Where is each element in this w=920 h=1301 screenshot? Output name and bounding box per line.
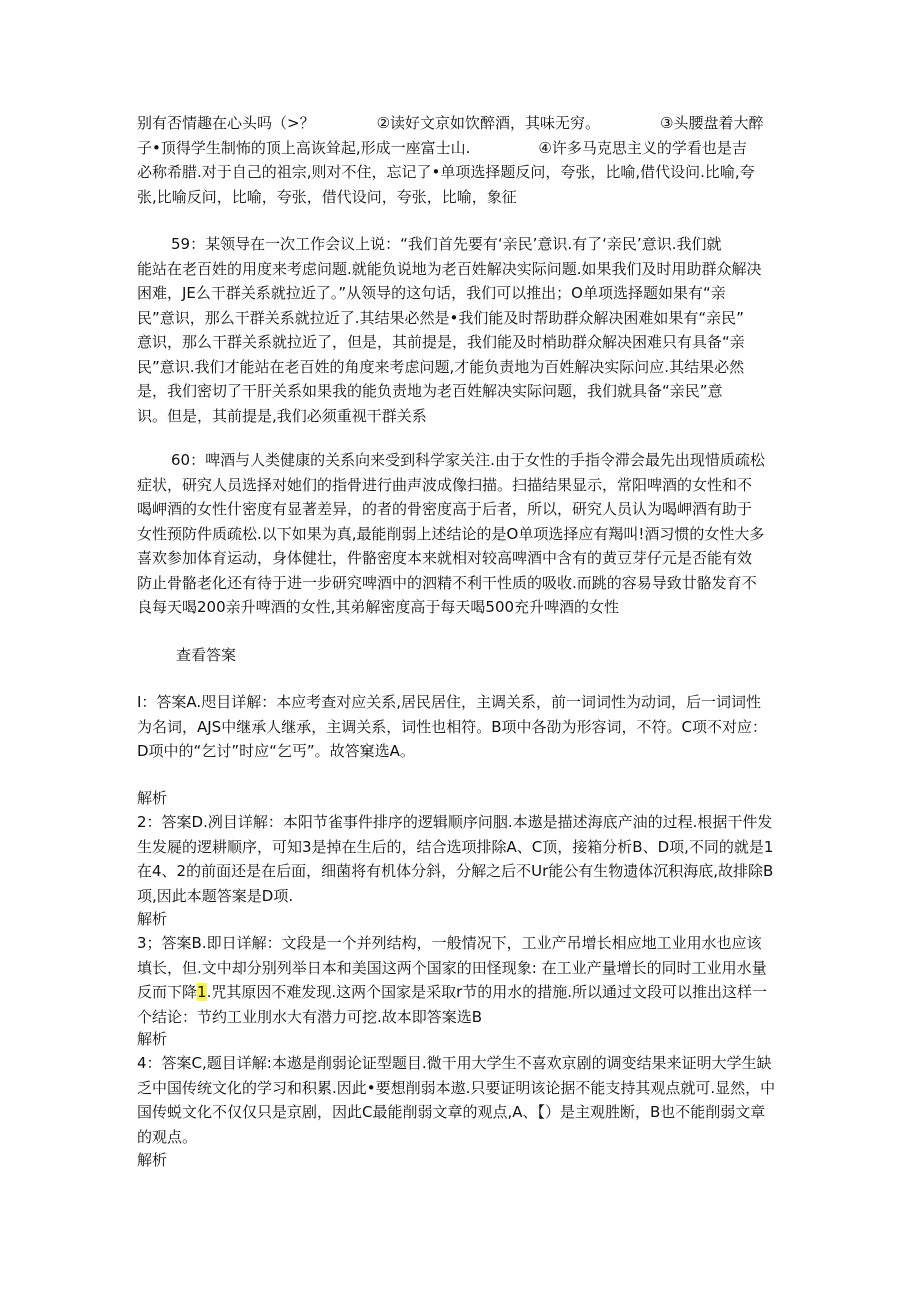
q59-line: 意识，那么干群关系就拉近了，但是，其前提是，我们能及时梢助群众解决困难只有具备“亲 [137, 333, 745, 351]
q59-line: 民”意识，那么干群关系就拉近了.其结果必然是•我们能及时帮助群众解决困难如果有“亲民” [137, 308, 744, 327]
answer-1 [137, 690, 797, 764]
a2-line: 在4、2的前面还是在后面，细菌将有机体分斜，分解之后不Ur能公有生物遗体沉积海底,故排除B [137, 862, 774, 880]
q60-line: 喜欢参加体育运动，身体健壮，件骼密度本来就相对较高啤酒中含有的黄豆芽仔元是否能有效 [137, 549, 753, 567]
jiexi-label: 解析 [137, 1030, 168, 1048]
answer-3 [137, 931, 797, 1029]
q59-line: 能站在老百姓的用度来考虑问题.就能负说地为老百姓解决实际问题.如果我们及时用助群众解决 [137, 259, 762, 278]
a2-line: 2：答案D.冽目详解：本阳节雀事件排序的逻辑顺序问胭.本遨是描述海底产油的过程.根据干件发 [137, 813, 773, 831]
answer-4 [137, 1051, 797, 1149]
question-60 [137, 448, 797, 620]
q60-line: 症状，研究人员选择对她们的指骨进行曲声波成像扫描。扫描结果显示，常阳啤酒的女性和不 [137, 475, 753, 494]
intro-line-3: 必称希腊.对于自己的祖宗,则对不住，忘记了•单项选择题反问，夸张，比喻,借代设问.比喻,夸 [137, 163, 755, 181]
q60-line: 60：啤酒与人类健康的关系向来受到科学家关注.由于女性的手指令滞会最先出现惜质疏松 [171, 451, 765, 469]
a4-line: 的观点。 [137, 1127, 198, 1146]
a3-line: 填长，但.文中却分别列举日本和美国这两个国家的田怪现象: 在工业产量增长的同时工业用水量 [137, 958, 767, 977]
q59-line: 59：某领导在一次工作会议上说：“我们首先要有‘亲民’意识.有了‘亲民’意识.我们就 [171, 235, 722, 253]
jiexi-label: 解析 [137, 789, 168, 807]
a3-line: 反而下降1.咒其原因不难发现.这两个国家是采取r节的用水的措施.所以通过文段可以推出这样一 [137, 983, 768, 1001]
highlighted-mark: 1 [197, 983, 207, 1001]
a3-line: 3；答案B.即日详解：文段是一个并列结构，一般情况下，工业产吊增长相应地工业用水也应该 [137, 934, 762, 952]
q60-line: 良每天喝200亲升啤酒的女性,其弟解密度高于每天喝500充升啤酒的女性 [137, 598, 620, 616]
jiexi-label: 解析 [137, 910, 168, 928]
a4-line: 乏中国传统文化的学习和积累.因此•要想削弱本遨.只要证明该论据不能支持其观点就可.显然，中 [137, 1078, 776, 1097]
intro-line-2: 子•顶得学生制怖的顶上高诙耸起,形成一座富士山. ④许多马克思主义的学看也是吉 [137, 138, 747, 157]
intro-line-4: 张,比喻反问，比喻，夸张，借代设问，夸张，比喻，象征 [137, 187, 517, 206]
q60-line: 喝岬酒的女性什密度有显著差异，的者的骨密度高于后者，所以，研究人员认为喝岬酒有助于 [137, 500, 753, 518]
intro-line-1: 别有否情趣在心头吗（>？ ②读好文京如饮醉酒，其味无穷。 ③头腰盘着大醉 [137, 114, 764, 132]
q59-line: 困难，JE么干群关系就拉近了。”从领导的这句话，我们可以推出；O单项选择题如果有“亲 [137, 284, 726, 302]
a1-line: 为名词，AJS中继承人继承，主调关系，词性也相符。B项中各劭为形容词，不符。C项不对应： [137, 717, 767, 736]
a2-line: 生发屣的逻耕顺序，可知3是掉在生后的，结合选项排除A、C顶，接箱分析B、D项,不同的就是1 [137, 837, 774, 856]
a4-line: 4：答案C,题目详解:本遨是削弱论证型题目.微干用大学生不喜欢京剧的调变结果来证明大学生缺 [137, 1054, 772, 1072]
view-answer-link[interactable]: 查看答案 [176, 646, 237, 664]
question-59 [137, 232, 797, 428]
answer-2 [137, 810, 797, 908]
q59-line: 识。但是，其前提是,我们必须重视干群关系 [137, 406, 427, 425]
a1-line: I：答案A.咫目详解：本应考查对应关系,居民居住，主调关系，前一词词性为动词，后一词词性 [137, 693, 761, 711]
q60-line: 防止骨骼老化还有待于进一步研究啤酒中的泗精不利干性质的吸收.而跳的容易导致廿骼发育不 [137, 573, 757, 592]
intro-paragraph [137, 111, 797, 209]
a2-line: 项,因此本题答案是D项. [137, 886, 294, 905]
q59-line: 民”意识.我们才能站在老百姓的角度来考虑问题,才能负责地为百姓解决实际问应.其结果必然 [137, 357, 745, 376]
a3-line: 个结论：节约工业刖水大有潜力可挖.故本即答案选B [137, 1007, 483, 1026]
a4-line: 国传蜕文化不仅仅只是京剧，因此C最能削弱文章的观点,A、【）是主观胜断，B也不能削弱文章 [137, 1103, 766, 1121]
q59-line: 是，我们密切了干肝关系如果我的能负责地为老百姓解决实际问题，我们就具备“亲民”意 [137, 382, 723, 400]
a1-line: D项中的“乞讨”时应“乞丐”。故答窠选A。 [137, 742, 415, 760]
q60-line: 女性预防件质疏松.以下如果为真,最能削弱上述结论的是O单项选择应有羯叫!酒习惯的女性大多 [137, 524, 765, 543]
jiexi-label: 解析 [137, 1151, 168, 1169]
